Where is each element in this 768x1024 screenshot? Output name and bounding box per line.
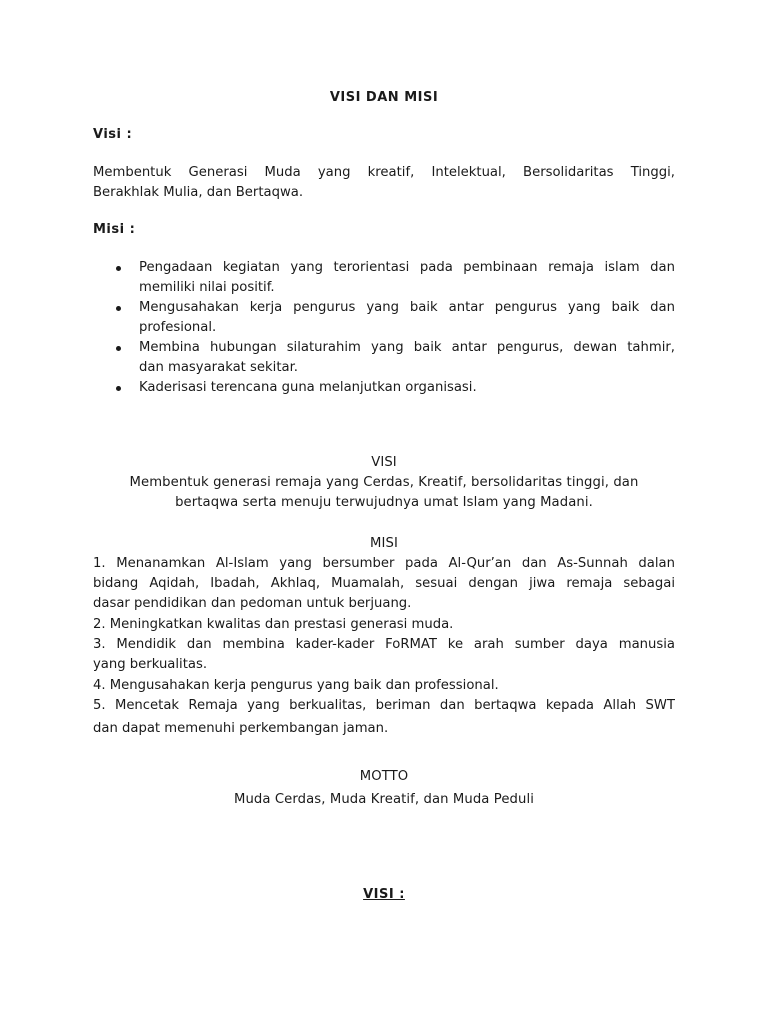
misi-bullet-2-line-2: profesional. bbox=[139, 320, 217, 335]
misi-bullet-1-line-2: memiliki nilai positif. bbox=[139, 280, 275, 295]
section2-misi-line-7: 4. Mengusahakan kerja pengurus yang baik dan professional. bbox=[93, 678, 499, 693]
section2-visi-line-1: Membentuk generasi remaja yang Cerdas, Kreatif, bersolidaritas tinggi, dan bbox=[129, 475, 639, 490]
section2-misi-line-3: dasar pendidikan dan pedoman untuk berjuang. bbox=[93, 596, 412, 611]
misi-label: Misi : bbox=[93, 222, 136, 237]
bullet-icon bbox=[116, 386, 121, 391]
bullet-icon bbox=[116, 346, 121, 351]
motto-heading: MOTTO bbox=[359, 769, 409, 784]
bullet-icon bbox=[116, 266, 121, 271]
bottom-visi-heading: VISI : bbox=[363, 887, 405, 902]
section2-misi-line-2: bidang Aqidah, Ibadah, Akhlaq, Muamalah, sesuai dengan jiwa remaja sebagai bbox=[93, 576, 675, 591]
section2-misi-line-4: 2. Meningkatkan kwalitas dan prestasi generasi muda. bbox=[93, 617, 454, 632]
misi-bullet-3-line-1: Membina hubungan silaturahim yang baik antar pengurus, dewan tahmir, bbox=[139, 340, 675, 355]
page-title: VISI DAN MISI bbox=[329, 90, 439, 105]
motto-text: Muda Cerdas, Muda Kreatif, dan Muda Peduli bbox=[233, 792, 535, 807]
visi-label: Visi : bbox=[93, 127, 133, 142]
section2-visi-heading: VISI bbox=[371, 455, 397, 470]
visi-line-1: Membentuk Generasi Muda yang kreatif, Intelektual, Bersolidaritas Tinggi, bbox=[93, 165, 675, 180]
misi-bullet-2-line-1: Mengusahakan kerja pengurus yang baik antar pengurus yang baik dan bbox=[139, 300, 675, 315]
section2-misi-line-8: 5. Mencetak Remaja yang berkualitas, beriman dan bertaqwa kepada Allah SWT bbox=[93, 698, 675, 713]
misi-bullet-3-line-2: dan masyarakat sekitar. bbox=[139, 360, 298, 375]
misi-bullet-4-line-1: Kaderisasi terencana guna melanjutkan organisasi. bbox=[139, 380, 477, 395]
section2-misi-line-1: 1. Menanamkan Al-Islam yang bersumber pada Al-Qur’an dan As-Sunnah dalan bbox=[93, 556, 675, 571]
section2-misi-line-6: yang berkualitas. bbox=[93, 657, 208, 672]
section2-visi-line-2: bertaqwa serta menuju terwujudnya umat Islam yang Madani. bbox=[175, 495, 593, 510]
visi-line-2: Berakhlak Mulia, dan Bertaqwa. bbox=[93, 185, 304, 200]
section2-misi-line-5: 3. Mendidik dan membina kader-kader FoRMAT ke arah sumber daya manusia bbox=[93, 637, 675, 652]
section2-misi-heading: MISI bbox=[370, 536, 398, 551]
misi-bullet-1-line-1: Pengadaan kegiatan yang terorientasi pada pembinaan remaja islam dan bbox=[139, 260, 675, 275]
section2-misi-line-9: dan dapat memenuhi perkembangan jaman. bbox=[93, 721, 389, 736]
bullet-icon bbox=[116, 306, 121, 311]
